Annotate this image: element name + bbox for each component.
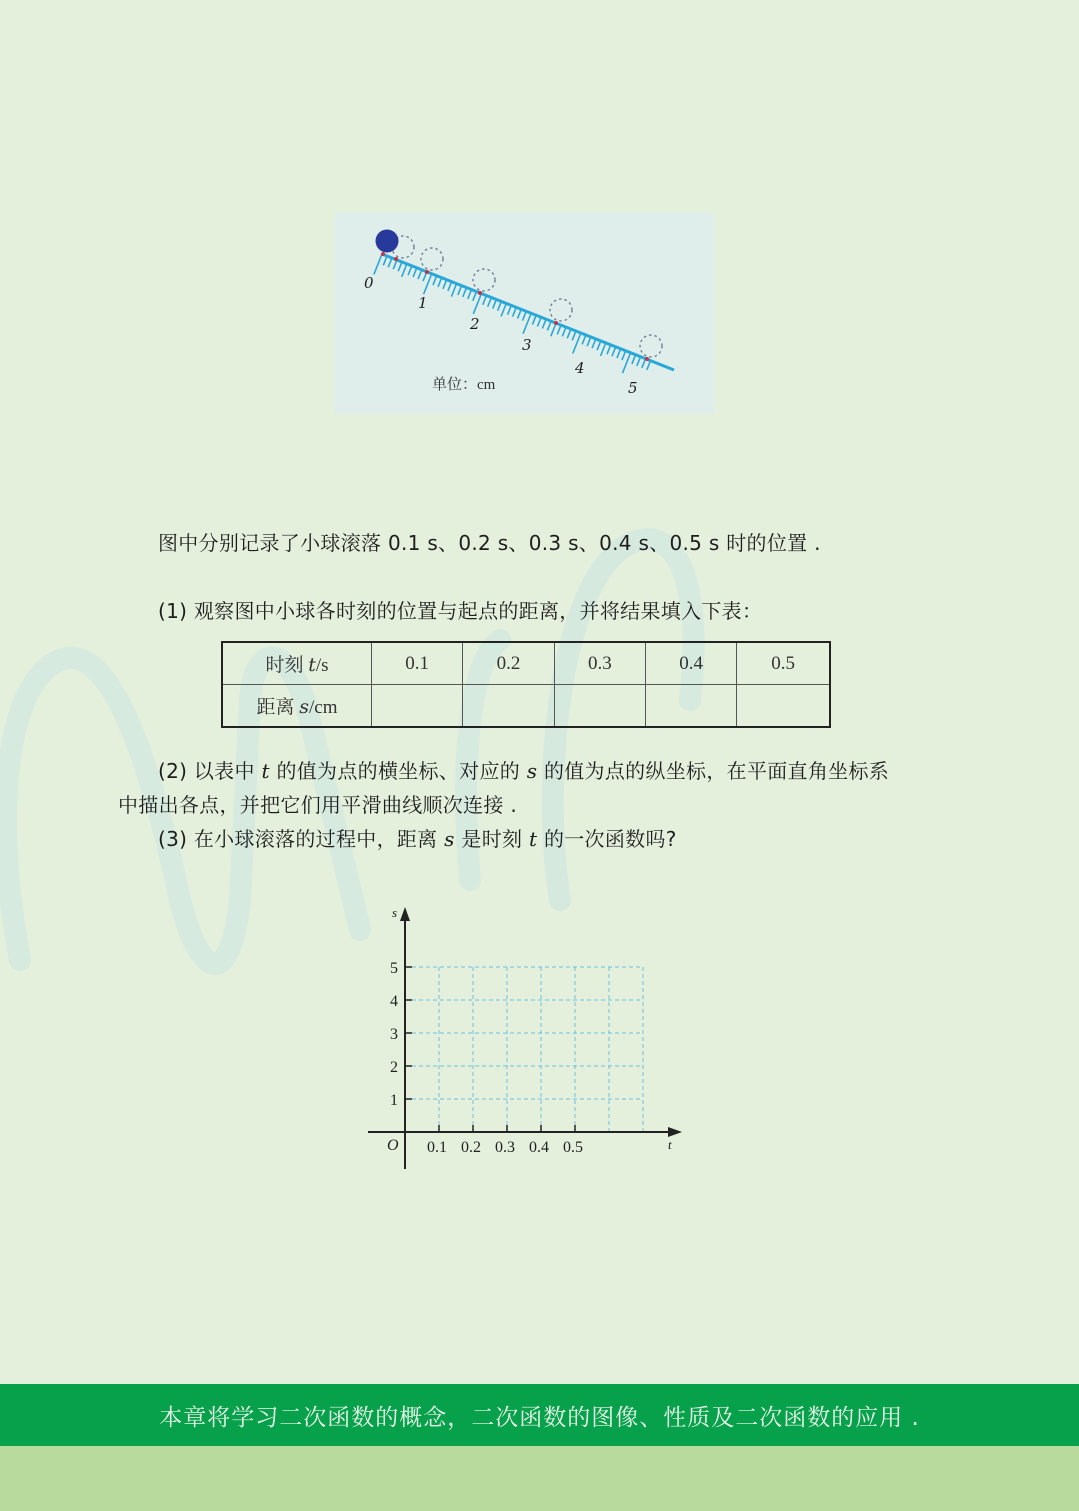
ruler-illustration <box>334 212 714 414</box>
ball-icon <box>376 230 399 253</box>
table-cell-empty <box>737 685 830 728</box>
table-cell: 0.1 <box>372 642 463 685</box>
table-cell-empty <box>645 685 736 728</box>
row-header-time: 时刻 t/s <box>222 642 372 685</box>
rolling-ball-figure <box>334 212 714 414</box>
svg-text:0.2: 0.2 <box>461 1139 481 1156</box>
ruler-label-2: 2 <box>470 315 480 333</box>
svg-text:O: O <box>387 1137 399 1154</box>
svg-text:0.1: 0.1 <box>427 1139 447 1156</box>
table-row-time <box>222 642 830 685</box>
table-cell-empty <box>372 685 463 728</box>
svg-text:s: s <box>392 905 398 920</box>
svg-text:0.4: 0.4 <box>529 1139 549 1156</box>
svg-text:4: 4 <box>390 993 398 1010</box>
y-axis-arrow-icon <box>400 907 410 921</box>
time-distance-table <box>221 641 831 728</box>
banner-text: 本章将学习二次函数的概念，二次函数的图像、性质及二次函数的应用 . <box>159 1404 920 1431</box>
svg-text:t: t <box>668 1137 672 1152</box>
question-2-line-1: (2) 以表中 t 的值为点的横坐标、对应的 s 的值为点的纵坐标，在平面直角坐标系 <box>158 759 890 783</box>
ruler-label-3: 3 <box>522 336 532 354</box>
ruler-label-5: 5 <box>628 379 638 397</box>
table-cell: 0.3 <box>554 642 645 685</box>
intro-text: 图中分别记录了小球滚落 0.1 s、0.2 s、0.3 s、0.4 s、0.5 s 时的位置 . <box>158 531 821 555</box>
chapter-banner <box>0 1384 1079 1446</box>
x-axis-arrow-icon <box>668 1127 682 1137</box>
svg-text:0.5: 0.5 <box>563 1139 583 1156</box>
ruler-label-0: 0 <box>364 274 374 292</box>
table-cell: 0.2 <box>463 642 554 685</box>
svg-text:0.3: 0.3 <box>495 1139 515 1156</box>
table-cell: 0.5 <box>737 642 830 685</box>
bottom-strip <box>0 1446 1079 1511</box>
svg-text:5: 5 <box>390 960 398 977</box>
question-3: (3) 在小球滚落的过程中，距离 s 是时刻 t 的一次函数吗? <box>158 827 677 851</box>
table-cell-empty <box>463 685 554 728</box>
table-row-distance <box>222 685 830 728</box>
ruler-label-4: 4 <box>575 359 585 377</box>
unit-label: 单位：cm <box>432 377 496 393</box>
coordinate-grid-chart <box>360 895 690 1179</box>
svg-text:1: 1 <box>390 1092 398 1109</box>
svg-text:3: 3 <box>390 1026 398 1043</box>
question-1: (1) 观察图中小球各时刻的位置与起点的距离，并将结果填入下表： <box>158 599 763 623</box>
svg-text:2: 2 <box>390 1059 398 1076</box>
table-cell: 0.4 <box>645 642 736 685</box>
table-cell-empty <box>554 685 645 728</box>
ruler-label-1: 1 <box>418 294 428 312</box>
question-2-line-2: 中描出各点，并把它们用平滑曲线顺次连接 . <box>118 793 518 817</box>
row-header-distance: 距离 s/cm <box>222 685 372 728</box>
